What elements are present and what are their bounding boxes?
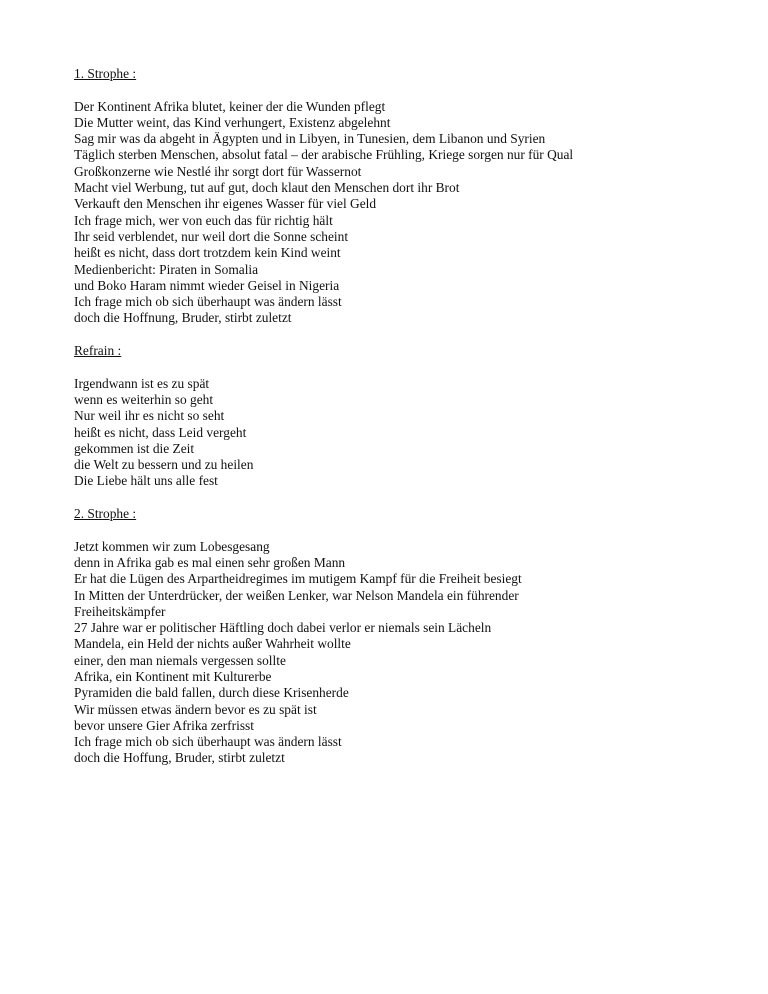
verse-line: Verkauft den Menschen ihr eigenes Wasser für viel Geld	[74, 196, 377, 212]
verse-line: Die Mutter weint, das Kind verhungert, Existenz abgelehnt	[74, 114, 391, 130]
verse-line: Ich frage mich ob sich überhaupt was ändern lässt	[74, 734, 342, 750]
verse-line: 27 Jahre war er politischer Häftling doch dabei verlor er niemals sein Lächeln	[74, 620, 492, 636]
verse-line: denn in Afrika gab es mal einen sehr großen Mann	[74, 554, 346, 570]
verse-line: bevor unsere Gier Afrika zerfrisst	[74, 717, 254, 733]
verse-line: Ich frage mich, wer von euch das für richtig hält	[74, 212, 333, 228]
verse-block	[74, 376, 694, 490]
section-strophe-2	[74, 506, 694, 767]
section-heading: 2. Strophe :	[74, 506, 137, 522]
verse-line: Medienbericht: Piraten in Somalia	[74, 261, 259, 277]
verse-line: Er hat die Lügen des Arpartheidregimes im mutigem Kampf für die Freiheit besiegt	[74, 571, 522, 587]
verse-line: die Welt zu bessern und zu heilen	[74, 457, 254, 473]
verse-line: doch die Hoffnung, Bruder, stirbt zuletzt	[74, 310, 292, 326]
verse-line: Sag mir was da abgeht in Ägypten und in Libyen, in Tunesien, dem Libanon und Syrien	[74, 131, 546, 147]
verse-line: In Mitten der Unterdrücker, der weißen Lenker, war Nelson Mandela ein führender	[74, 587, 519, 603]
verse-line: doch die Hoffung, Bruder, stirbt zuletzt	[74, 750, 285, 766]
verse-line: heißt es nicht, dass Leid vergeht	[74, 424, 247, 440]
verse-line: Ich frage mich ob sich überhaupt was ändern lässt	[74, 294, 342, 310]
section-strophe-1	[74, 66, 694, 327]
verse-line: Freiheitskämpfer	[74, 603, 166, 619]
verse-line: Die Liebe hält uns alle fest	[74, 473, 218, 489]
verse-line: und Boko Haram nimmt wieder Geisel in Nigeria	[74, 277, 340, 293]
document-page	[74, 66, 694, 767]
verse-line: Großkonzerne wie Nestlé ihr sorgt dort für Wassernot	[74, 163, 362, 179]
verse-line: Irgendwann ist es zu spät	[74, 375, 210, 391]
section-heading: Refrain :	[74, 343, 122, 359]
verse-line: heißt es nicht, dass dort trotzdem kein Kind weint	[74, 245, 341, 261]
verse-line: Macht viel Werbung, tut auf gut, doch klaut den Menschen dort ihr Brot	[74, 180, 460, 196]
verse-line: Nur weil ihr es nicht so seht	[74, 408, 225, 424]
verse-line: Wir müssen etwas ändern bevor es zu spät ist	[74, 701, 317, 717]
verse-block	[74, 539, 694, 767]
verse-line: Der Kontinent Afrika blutet, keiner der die Wunden pflegt	[74, 98, 386, 114]
verse-line: Mandela, ein Held der nichts außer Wahrheit wollte	[74, 636, 351, 652]
verse-line: Täglich sterben Menschen, absolut fatal – der arabische Frühling, Kriege sorgen nur für Qual	[74, 147, 574, 163]
section-heading: 1. Strophe :	[74, 66, 137, 81]
verse-line: wenn es weiterhin so geht	[74, 391, 214, 407]
verse-line: einer, den man niemals vergessen sollte	[74, 652, 286, 668]
verse-block	[74, 99, 694, 327]
verse-line: gekommen ist die Zeit	[74, 440, 195, 456]
verse-line: Jetzt kommen wir zum Lobesgesang	[74, 538, 270, 554]
section-refrain	[74, 343, 694, 490]
verse-line: Afrika, ein Kontinent mit Kulturerbe	[74, 668, 272, 684]
verse-line: Pyramiden die bald fallen, durch diese Krisenherde	[74, 685, 349, 701]
verse-line: Ihr seid verblendet, nur weil dort die Sonne scheint	[74, 228, 349, 244]
